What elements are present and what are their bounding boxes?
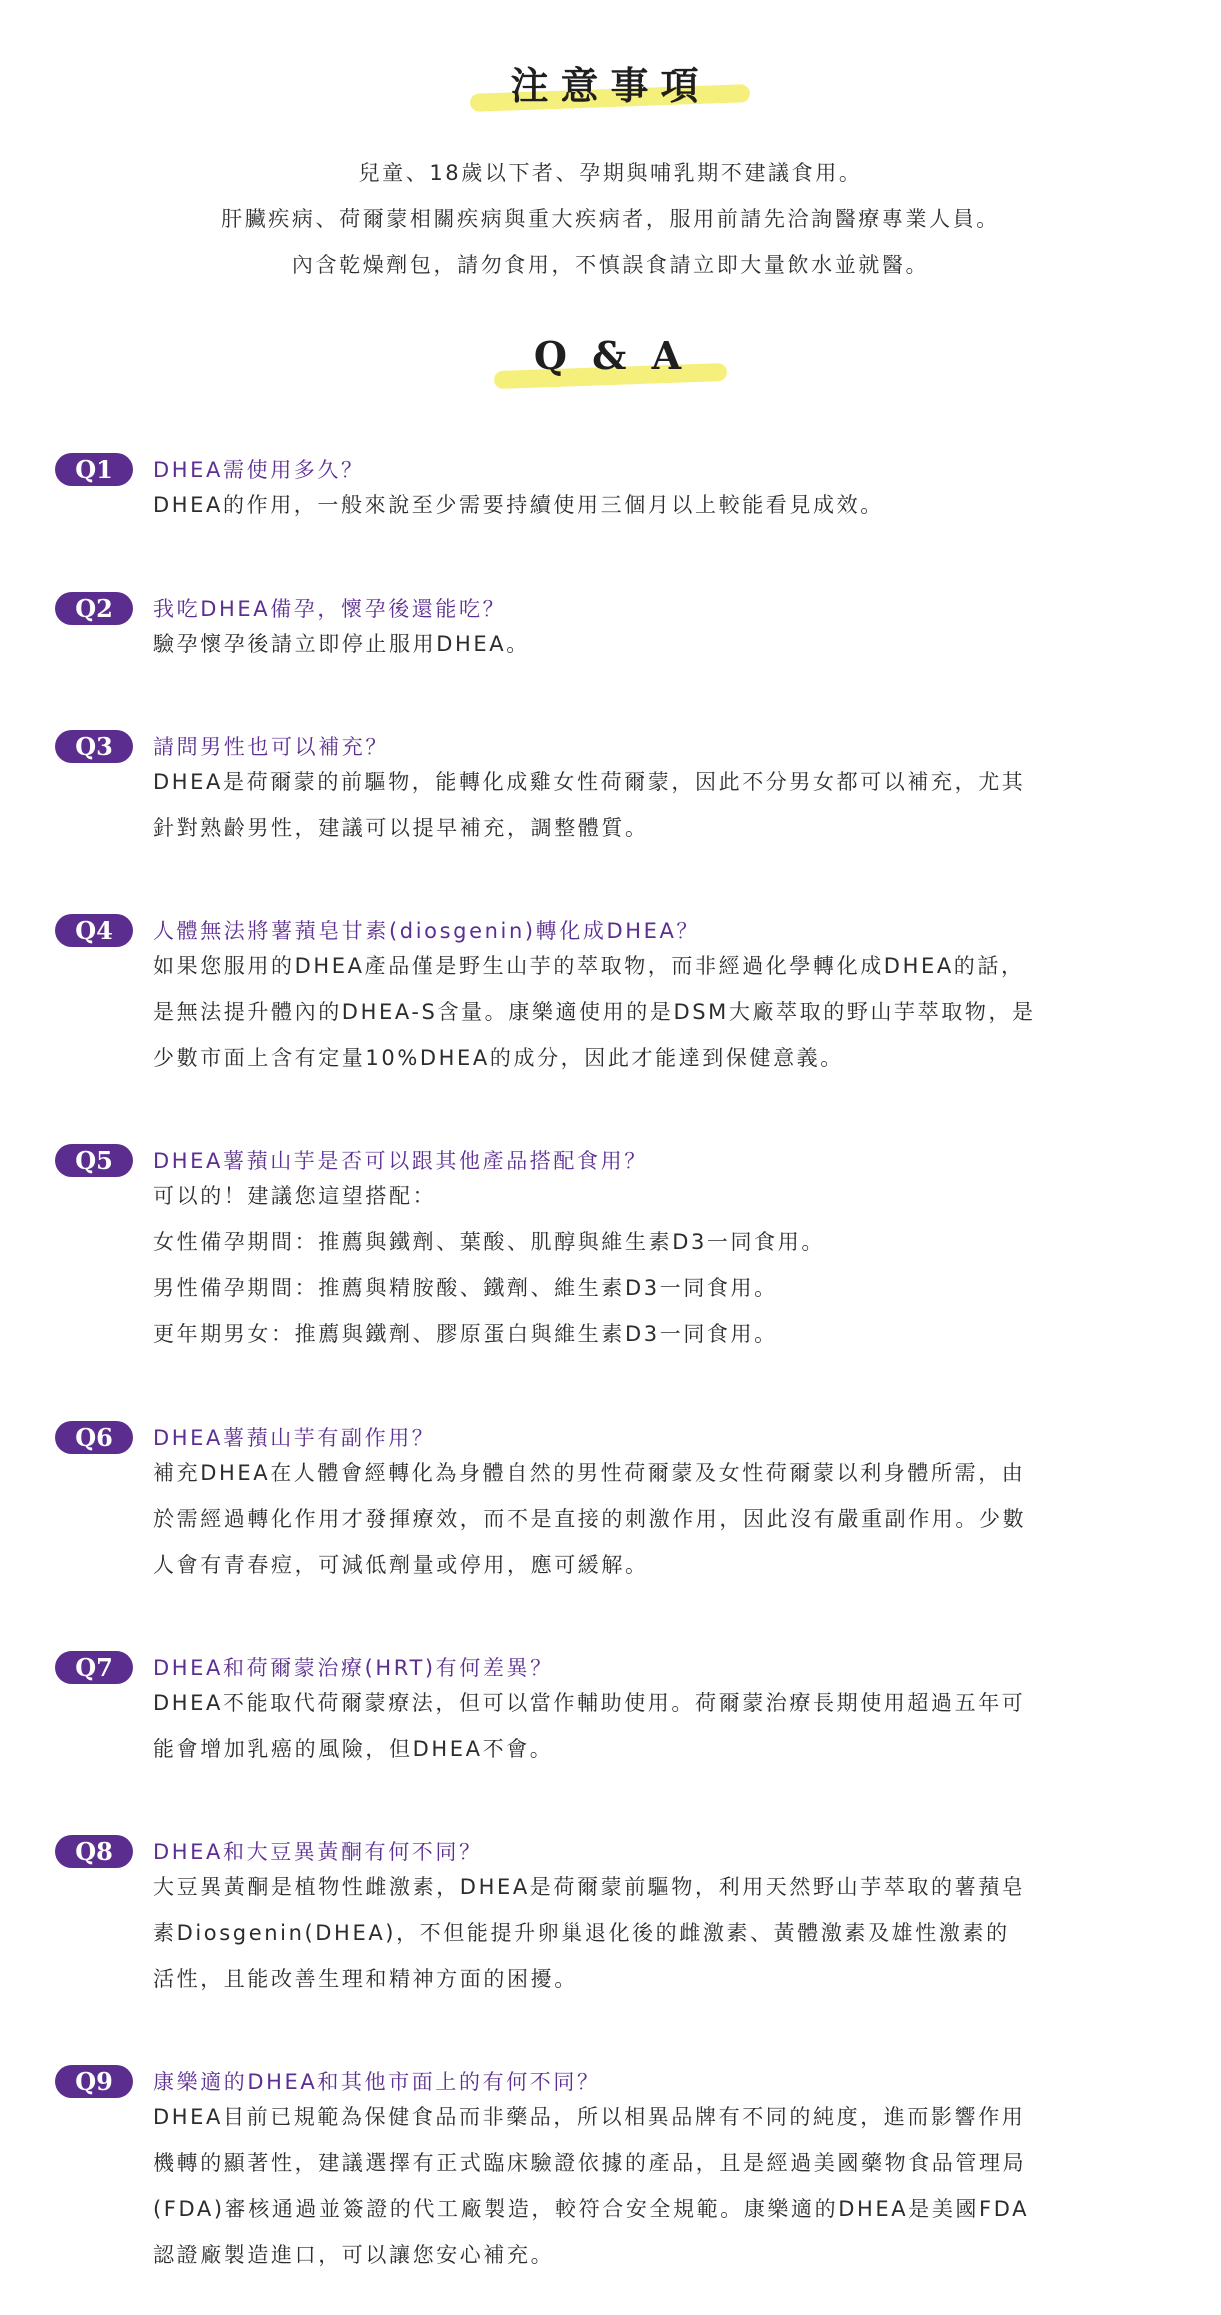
question-badge: Q8 (55, 1835, 133, 1868)
answer-line: 少數市面上含有定量10%DHEA的成分，因此才能達到保健意義。 (153, 1046, 844, 1070)
answer-line: DHEA是荷爾蒙的前驅物，能轉化成雞女性荷爾蒙，因此不分男女都可以補充，尤其 (153, 770, 1026, 794)
notice-line: 內含乾燥劑包，請勿食用，不慎誤食請立即大量飲水並就醫。 (291, 253, 930, 277)
answer-text (153, 1680, 1025, 1772)
notice-heading (0, 55, 1221, 110)
question-badge: Q1 (55, 453, 133, 486)
answer-line: 機轉的顯著性，建議選擇有正式臨床驗證依據的產品，且是經過美國藥物食品管理局 (153, 2151, 1027, 2175)
answer-line: (FDA)審核通過並簽證的代工廠製造，較符合安全規範。康樂適的DHEA是美國FDA (153, 2197, 1030, 2221)
notice-title: 注意事項 (510, 64, 711, 108)
answer-line: 女性備孕期間：推薦與鐵劑、葉酸、肌醇與維生素D3一同食用。 (153, 1230, 825, 1254)
answer-line: 男性備孕期間：推薦與精胺酸、鐵劑、維生素D3一同食用。 (153, 1276, 778, 1300)
answer-line: 驗孕懷孕後請立即停止服用DHEA。 (153, 632, 530, 656)
question-text: DHEA薯蕷山芋有副作用？ (153, 1426, 436, 1450)
question-text: DHEA和大豆異黃酮有何不同？ (153, 1840, 483, 1864)
answer-line: DHEA的作用，一般來說至少需要持續使用三個月以上較能看見成效。 (153, 493, 884, 517)
answer-line: 針對熟齡男性，建議可以提早補充，調整體質。 (153, 816, 649, 840)
answer-line: 可以的！建議您這望搭配： (153, 1184, 437, 1208)
answer-line: DHEA目前已規範為保健食品而非藥品，所以相異品牌有不同的純度，進而影響作用 (153, 2105, 1026, 2129)
question-badge: Q6 (55, 1421, 133, 1454)
answer-text (153, 1173, 825, 1357)
notice-list (0, 150, 1221, 288)
qa-title: Q & A (533, 333, 688, 378)
question-text: DHEA需使用多久？ (153, 458, 365, 482)
answer-line: 更年期男女：推薦與鐵劑、膠原蛋白與維生素D3一同食用。 (153, 1322, 778, 1346)
notice-line: 兒童、18歲以下者、孕期與哺乳期不建議食用。 (358, 161, 863, 185)
answer-line: 如果您服用的DHEA產品僅是野生山芋的萃取物，而非經過化學轉化成DHEA的話， (153, 954, 1025, 978)
answer-line: 認證廠製造進口，可以讓您安心補充。 (153, 2243, 555, 2267)
answer-line: 活性，且能改善生理和精神方面的困擾。 (153, 1967, 578, 1991)
qa-heading (0, 333, 1221, 378)
question-badge: Q7 (55, 1651, 133, 1684)
question-text: 康樂適的DHEA和其他市面上的有何不同？ (153, 2070, 601, 2094)
answer-line: 人會有青春痘，可減低劑量或停用，應可緩解。 (153, 1553, 649, 1577)
answer-text (153, 759, 1025, 851)
question-badge: Q4 (55, 914, 133, 947)
question-text: 我吃DHEA備孕，懷孕後還能吃？ (153, 597, 507, 621)
answer-text (153, 2094, 1029, 2278)
question-badge: Q5 (55, 1144, 133, 1177)
answer-line: 素Diosgenin(DHEA)，不但能提升卵巢退化後的雌激素、黃體激素及雄性激素的 (153, 1921, 1010, 1945)
answer-text (153, 482, 884, 528)
question-badge: Q3 (55, 730, 133, 763)
answer-line: 於需經過轉化作用才發揮療效，而不是直接的刺激作用，因此沒有嚴重副作用。少數 (153, 1507, 1027, 1531)
notice-line: 肝臟疾病、荷爾蒙相關疾病與重大疾病者，服用前請先洽詢醫療專業人員。 (221, 207, 1000, 231)
answer-line: 大豆異黃酮是植物性雌激素，DHEA是荷爾蒙前驅物，利用天然野山芋萃取的薯蕷皂 (153, 1875, 1026, 1899)
question-text: DHEA薯蕷山芋是否可以跟其他產品搭配食用？ (153, 1149, 648, 1173)
question-text: DHEA和荷爾蒙治療(HRT)有何差異？ (153, 1656, 554, 1680)
answer-text (153, 621, 530, 667)
answer-line: 是無法提升體內的DHEA-S含量。康樂適使用的是DSM大廠萃取的野山芋萃取物，是 (153, 1000, 1036, 1024)
answer-line: 能會增加乳癌的風險，但DHEA不會。 (153, 1737, 554, 1761)
question-text: 請問男性也可以補充？ (153, 735, 389, 759)
answer-text (153, 1450, 1026, 1588)
answer-text (153, 943, 1036, 1081)
answer-line: DHEA不能取代荷爾蒙療法，但可以當作輔助使用。荷爾蒙治療長期使用超過五年可 (153, 1691, 1026, 1715)
question-text: 人體無法將薯蕷皂甘素(diosgenin)轉化成DHEA？ (153, 919, 701, 943)
question-badge: Q2 (55, 592, 133, 625)
answer-line: 補充DHEA在人體會經轉化為身體自然的男性荷爾蒙及女性荷爾蒙以利身體所需，由 (153, 1461, 1026, 1485)
answer-text (153, 1864, 1025, 2002)
question-badge: Q9 (55, 2065, 133, 2098)
